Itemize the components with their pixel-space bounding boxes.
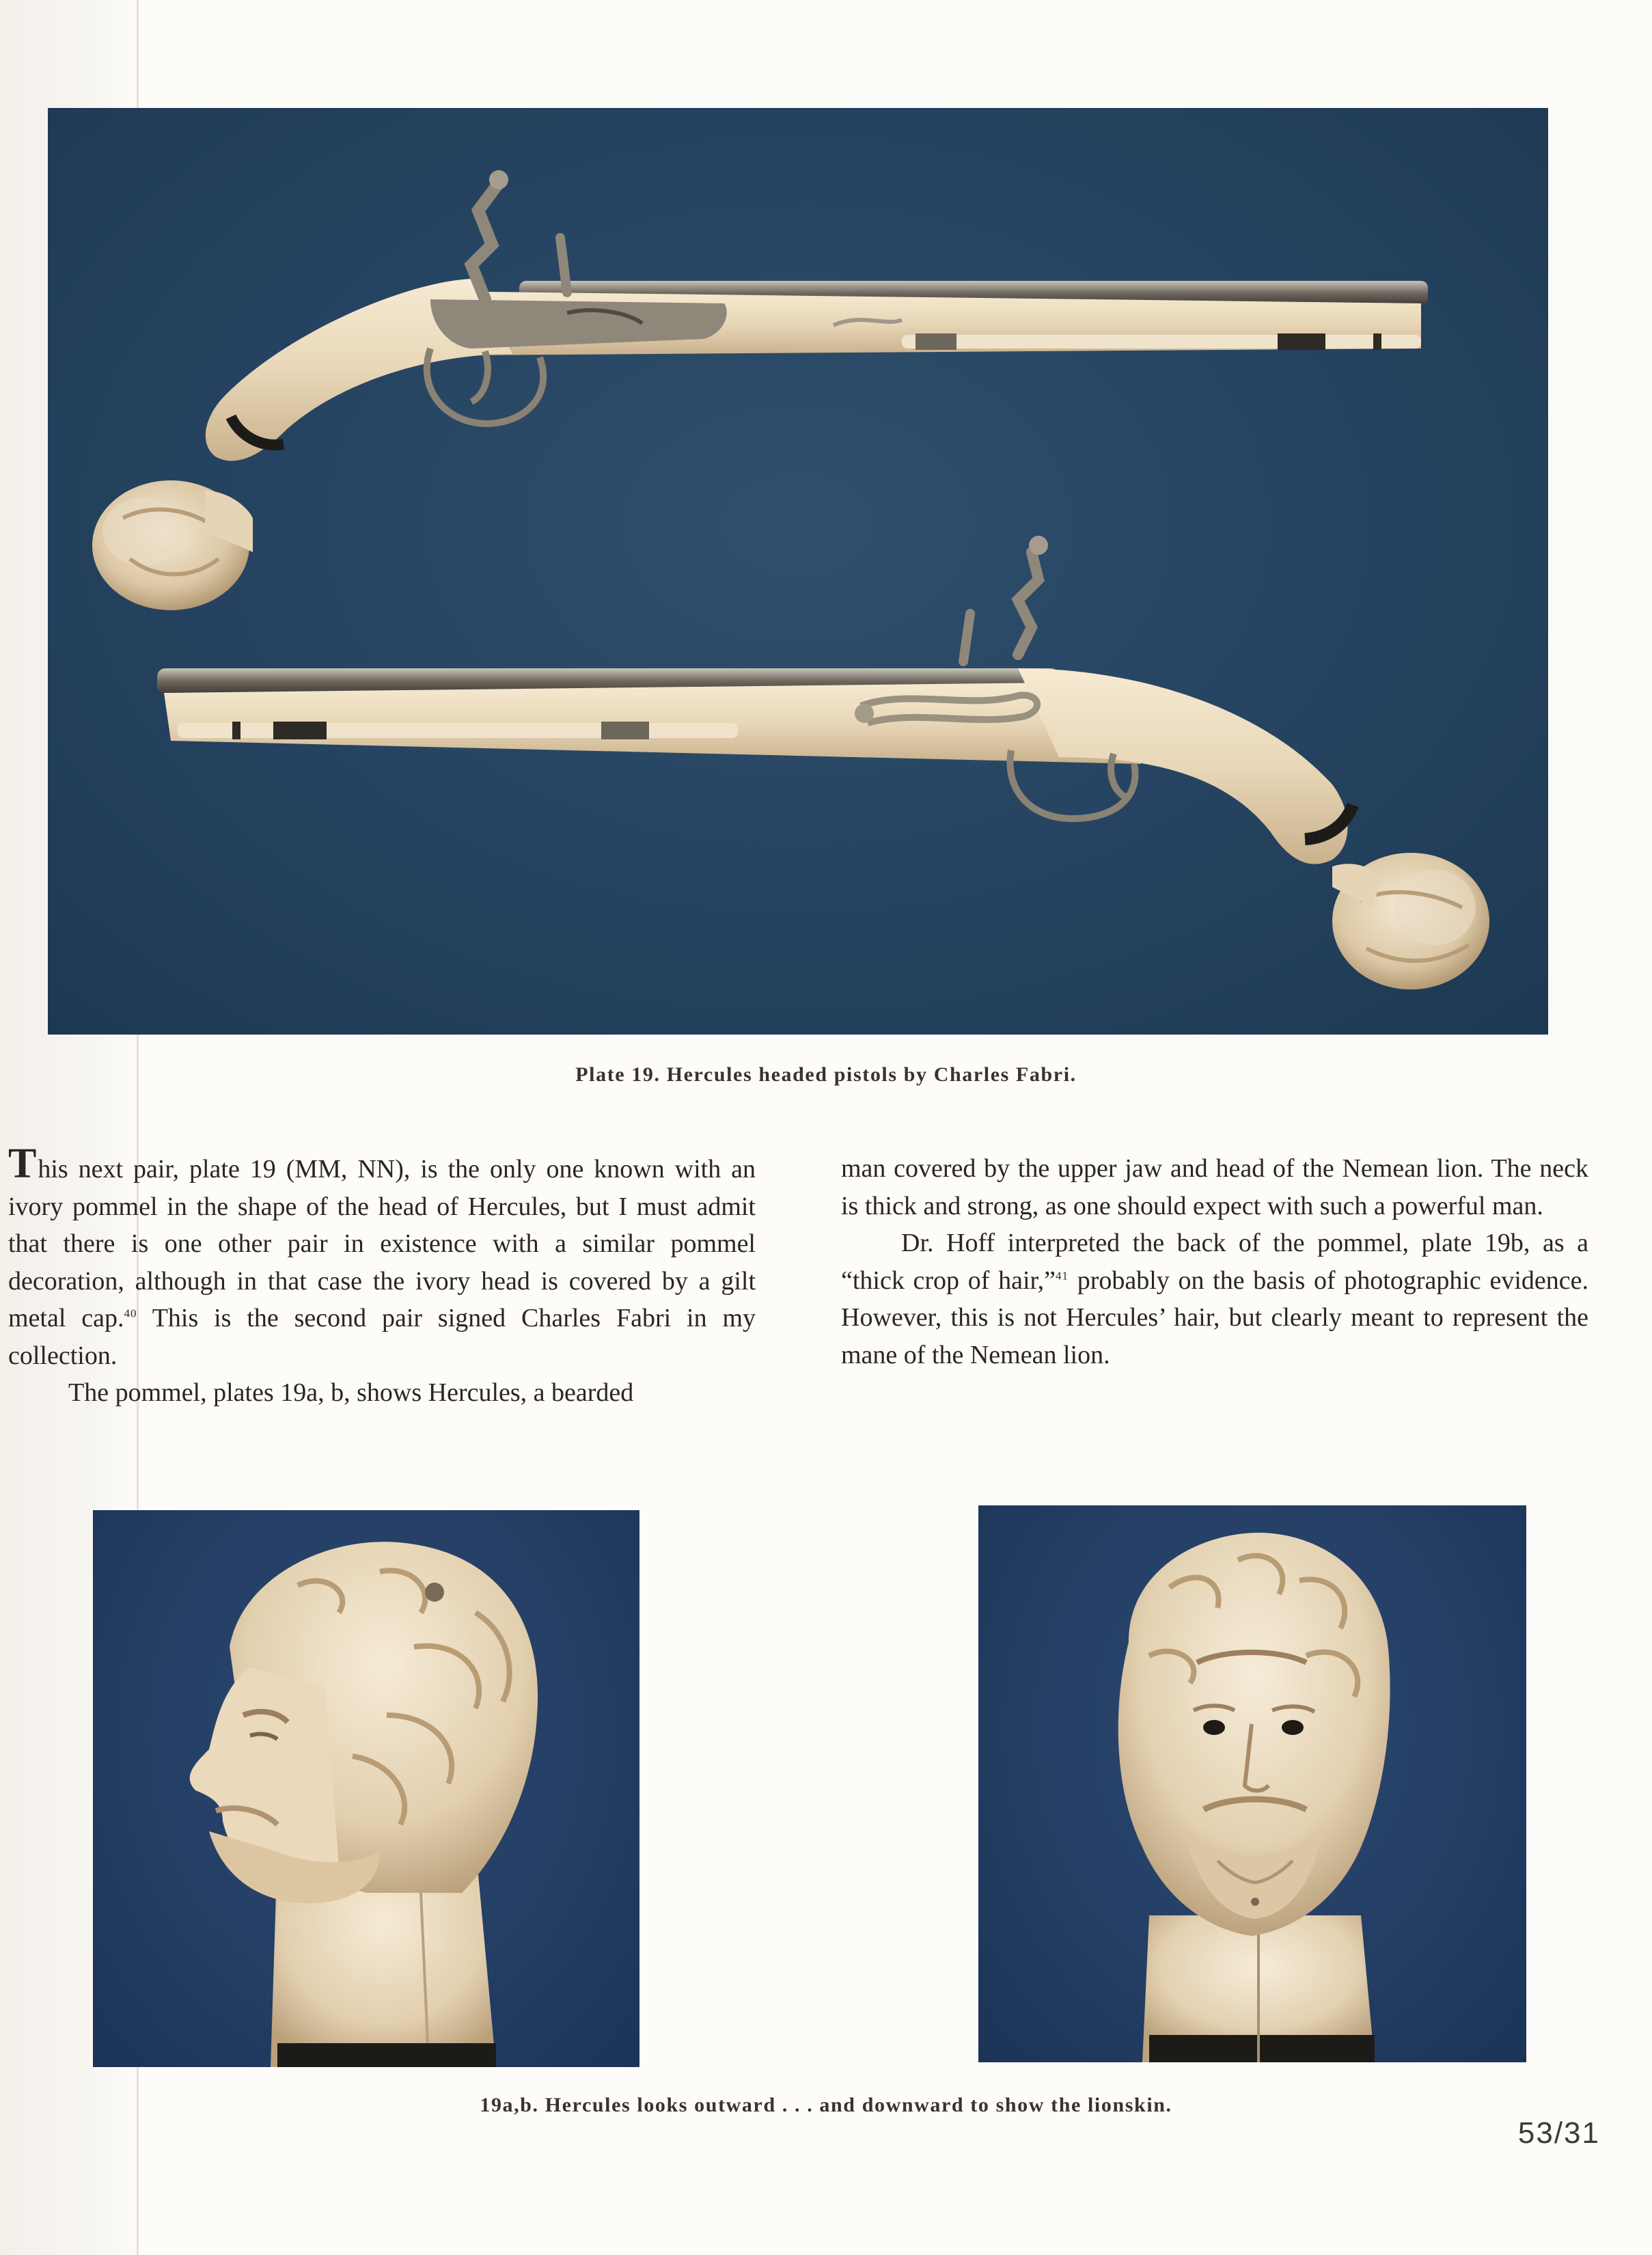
paragraph [841,1225,1588,1374]
paragraph [8,1374,756,1412]
paragraph [841,1150,1588,1225]
details-caption: 19a,b. Hercules looks outward . . . and downward to show the lionskin. [480,2094,1172,2116]
pistols-illustration [48,108,1548,1035]
plate-caption: Plate 19. Hercules headed pistols by Charles Fabri. [575,1063,1077,1086]
plate-19a-photo [93,1510,639,2067]
lower-pistol [157,536,1489,989]
paragraph-text: Dr. Hoff interpreted the back of the pommel, plate 19b, as a “thick crop of hair,” [841,1229,1588,1295]
plate-19b-photo [978,1505,1526,2062]
drop-cap: T [8,1140,37,1187]
paragraph-text: probably on the basis of photographic evidence. However, this is not Hercules’ hair, but clearly meant to represent the mane of the Nemean lion. [841,1266,1588,1369]
paragraph-text: man covered by the upper jaw and head of the Nemean lion. The neck is thick and strong, as one should expect with such a powerful man. [841,1154,1588,1220]
plate-19-photo [48,108,1548,1035]
upper-pistol [92,170,1428,610]
hercules-front-illustration [978,1505,1526,2062]
hercules-profile-illustration [93,1510,639,2067]
paragraph-text: his next pair, plate 19 (MM, NN), is the only one known with an ivory pommel in the shape of the head of Hercules, but I must admit that there is one other pair in existence with a similar pommel decoration, although in that case the ivory head is covered by a gilt metal cap. [8,1155,756,1332]
page-number: 53/31 [1517,2116,1600,2150]
paragraph [8,1140,756,1374]
text-column-left [8,1140,756,1412]
paragraph-text: The pommel, plates 19a, b, shows Hercules, a bearded [68,1378,634,1407]
paragraph-text: This is the second pair signed Charles Fabri in my collection. [8,1304,756,1370]
footnote-marker: 41 [1056,1268,1069,1282]
footnote-marker: 40 [124,1307,137,1320]
text-column-right [841,1150,1588,1374]
